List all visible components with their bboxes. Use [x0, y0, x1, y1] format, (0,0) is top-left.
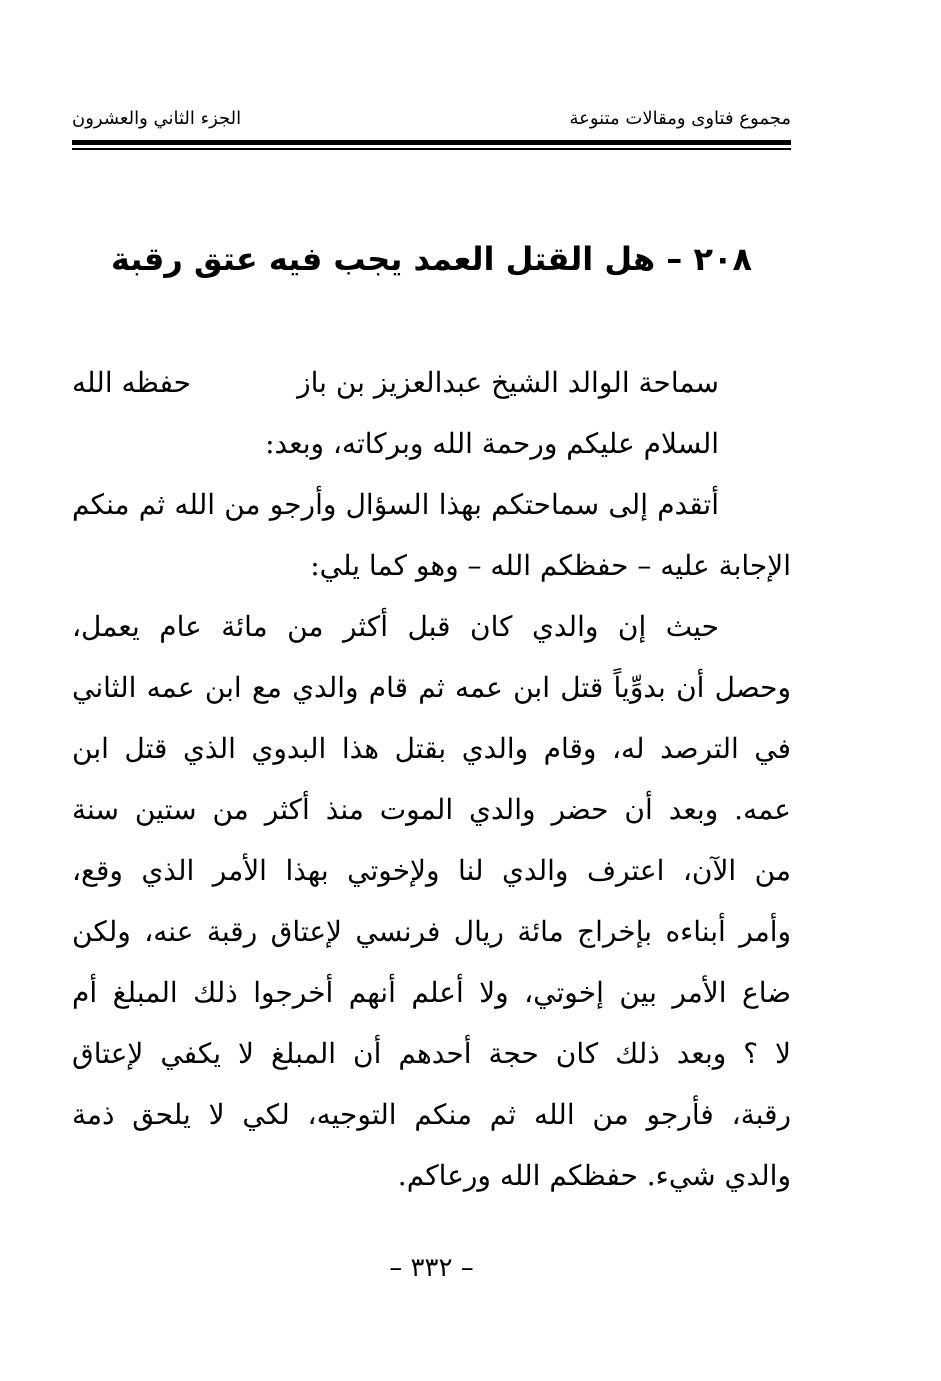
- addressee-line: [72, 352, 791, 413]
- body-line: وحصل أن بدوِّياً قتل ابن عمه ثم قام والدي مع ابن عمه الثاني: [72, 671, 791, 704]
- article-title: ٢٠٨ – هل القتل العمد يجب فيه عتق رقبة: [110, 240, 753, 278]
- body-line: من الآن، اعترف والدي لنا ولإخوتي بهذا الأمر الذي وقع،: [72, 854, 791, 887]
- addressee-blessing: حفظه الله: [72, 366, 191, 399]
- body-line: حيث إن والدي كان قبل أكثر من مائة عام يعمل،: [72, 610, 719, 643]
- body-line: أتقدم إلى سماحتكم بهذا السؤال وأرجو من الله ثم منكم: [72, 488, 719, 521]
- letter-body: [72, 352, 791, 1206]
- running-header: [72, 104, 791, 134]
- header-rule-thick: [72, 140, 791, 145]
- header-rule-thin: [72, 148, 791, 150]
- greeting-line: السلام عليكم ورحمة الله وبركاته، وبعد:: [265, 427, 719, 460]
- body-line: والدي شيء. حفظكم الله ورعاكم.: [397, 1159, 791, 1192]
- book-title: مجموع فتاوى ومقالات متنوعة: [569, 108, 791, 129]
- body-line: لا ؟ وبعد ذلك كان حجة أحدهم أن المبلغ لا يكفي لإعتاق: [72, 1037, 791, 1070]
- body-line: ضاع الأمر بين إخوتي، ولا أعلم أنهم أخرجوا ذلك المبلغ أم: [72, 976, 791, 1009]
- body-line: عمه. وبعد أن حضر والدي الموت منذ أكثر من ستين سنة: [72, 793, 791, 826]
- body-line: الإجابة عليه – حفظكم الله – وهو كما يلي:: [310, 549, 791, 582]
- volume-label: الجزء الثاني والعشرون: [72, 108, 242, 129]
- body-line: في الترصد له، وقام والدي بقتل هذا البدوي الذي قتل ابن: [72, 732, 791, 765]
- addressee-name: سماحة الوالد الشيخ عبدالعزيز بن باز: [297, 366, 719, 399]
- page-number: – ٣٣٢ –: [389, 1253, 474, 1283]
- body-line: رقبة، فأرجو من الله ثم منكم التوجيه، لكي لا يلحق ذمة: [72, 1098, 791, 1131]
- body-line: وأمر أبناءه بإخراج مائة ريال فرنسي لإعتاق رقبة عنه، ولكن: [72, 915, 791, 948]
